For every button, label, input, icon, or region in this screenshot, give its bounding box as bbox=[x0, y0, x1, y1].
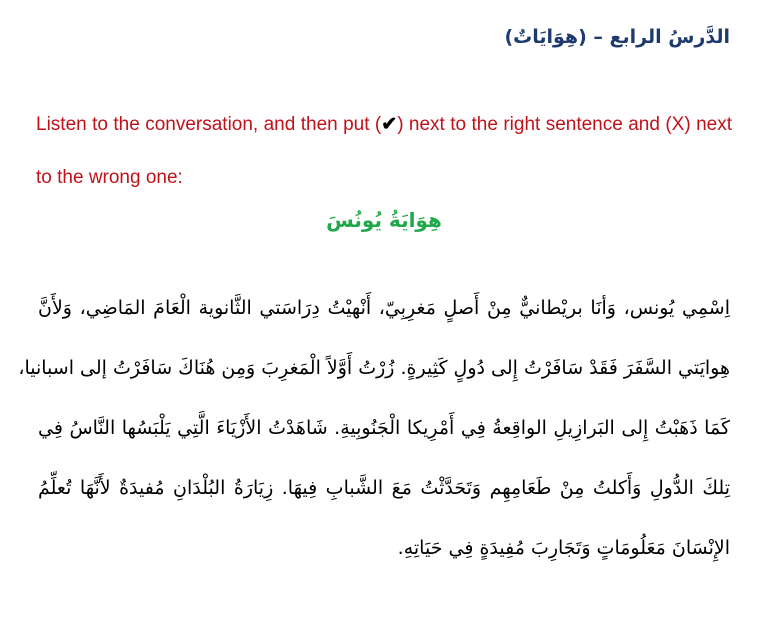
reading-passage bbox=[18, 278, 730, 578]
passage-line: كَمَا ذَهَبْتُ إِلى البَرازِيلِ الواقِعةُ فِي أَمْرِيكا الْجَنُوبِيةِ. شَاهَدْتُ الأَزْيَاءَ الَّتِي يَلْبَسُها النَّاسُ فِي bbox=[38, 417, 730, 439]
instruction-text-end: ) next to the right sentence and (X) next to the wrong one: bbox=[36, 114, 732, 188]
passage-line: هِوايَتي السَّفَرَ فَقَدْ سَافَرْتُ إِلى دُولٍ كَثِيرةٍ. زُرْتُ أَوَّلاً الْمَغرِبَ وَمِن هُنَاكَ سَافَرْتُ إلى اسبانيا، bbox=[18, 357, 730, 379]
passage-line: الإِنْسَانَ مَعَلُومَاتٍ وَتَجَارِبَ مُفِيدَةٍ فِي حَيَاتِهِ. bbox=[397, 537, 730, 559]
exercise-instructions bbox=[36, 98, 732, 204]
passage-line: تِلكَ الدُّولِ وَأَكلتُ مِنْ طَعَامِهِم وَتَحَدَّثْتُ مَعَ الشَّبابِ فِيهَا. زِيَارَةُ البُلْدَانِ مُفيدَةٌ لأَنَّهَا تُعلِّمُ bbox=[38, 477, 730, 499]
lesson-title: الدَّرسُ الرابع – (هِوَايَاتٌ) bbox=[504, 26, 730, 48]
instruction-text-start: Listen to the conversation, and then put ( bbox=[36, 114, 382, 135]
passage-title: هِوَايَةُ يُونُسَ bbox=[326, 208, 442, 232]
passage-line: اِسْمِي يُونس، وَأنَا بريْطانيٌّ مِنْ أَصلٍ مَغرِبِيّ، أَنْهيْتُ دِرَاسَتي الثَّانوية الْعَامَ المَاضِي، وَلأَنَّ bbox=[38, 297, 730, 319]
check-mark-icon: ✔ bbox=[381, 114, 398, 135]
